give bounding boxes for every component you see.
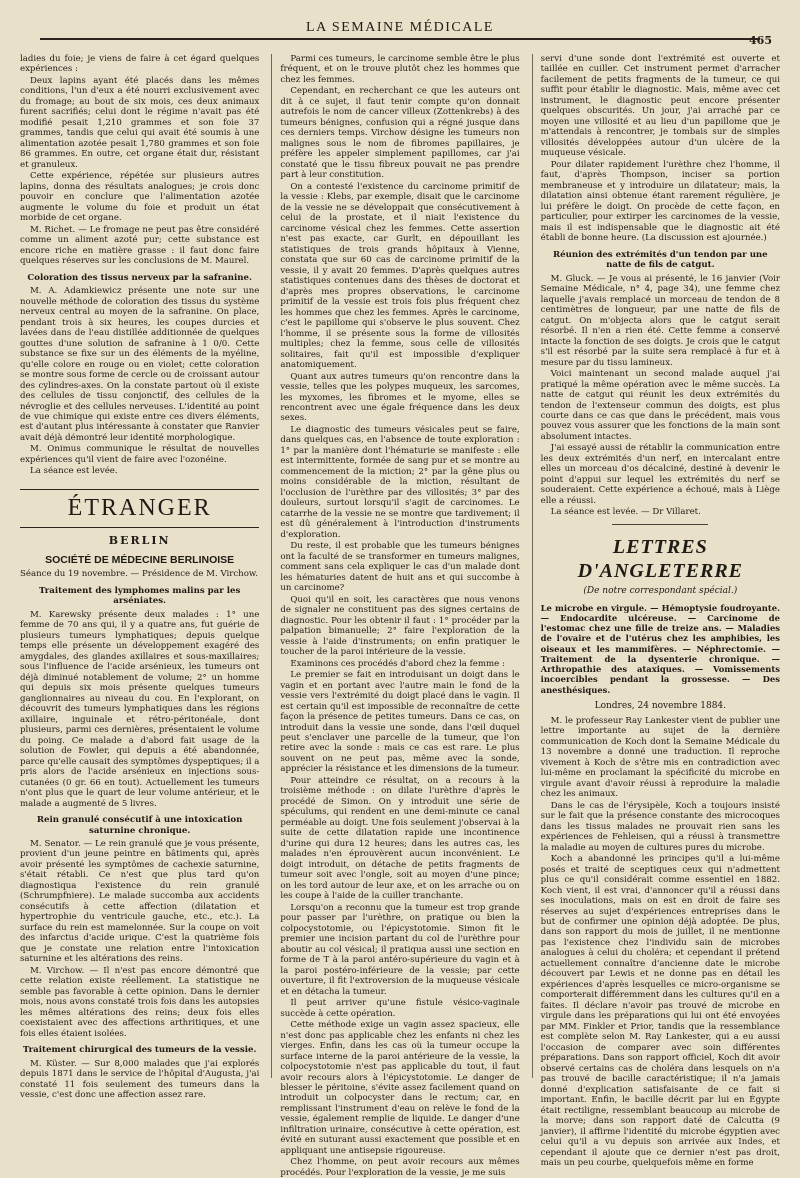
paragraph: ladies du foie; je viens de faire à cet égard quelques expériences : xyxy=(20,54,260,75)
paragraph: Parmi ces tumeurs, le carcinome semble être le plus fréquent, et on le trouve plutôt chez les hommes que chez les femmes. xyxy=(280,54,520,85)
paragraph: M. A. Adamkiewicz présente une note sur une nouvelle méthode de coloration des tissus du système nerveux central au moyen de la safranine. On place, pendant trois à six heures, les coupes durcies et lavées dans de l'eau distillée additionnée de quelques gouttes d'une solution de safranine à 1 0/0. Cette substance se fixe sur un des éléments de la myéline, qu'elle colore en rouge ou en violet; cette coloration se montre sous forme de cercle ou de croissant autour des cylindres-axes. On la constate partout où il existe des cellules de tissu conjonctif, des cellules de la névroglie et des cellules nerveuses. L'identité au point de vue chimique qui existe entre ces divers éléments, est d'autant plus intéressante à constater que Ranvier avait déjà démontré leur identité morphologique. xyxy=(20,286,260,443)
paragraph: Il peut arriver qu'une fistule vésico-vaginale succède à cette opération. xyxy=(280,998,520,1019)
dateline: Londres, 24 novembre 1884. xyxy=(594,700,727,711)
paragraph: Deux lapins ayant été placés dans les mêmes conditions, l'un d'eux a été nourri exclusivement avec du fromage; au bout de six mois, ces deux animaux furent sacrifiés; celui dont le régime n'avait pas été modifié pesait 1,210 grammes et son foie 37 grammes, tandis que celui qui avait été soumis à une alimentation azotée pesait 1,780 grammes et son foie 86 grammes. En outre, cet organe était dur, résistant et granuleux. xyxy=(20,75,260,170)
paragraph: M. Küster. — Sur 8,000 malades que j'ai explorés depuis 1871 dans le service de l'hôpital d'Augusta, j'ai constaté 11 fois seulement des tumeurs dans la vessie, c'est donc une affection assez rare. xyxy=(20,1058,260,1101)
column-3 xyxy=(532,54,780,1169)
paragraph: Le premier se fait en introduisant un doigt dans le vagin et en portant avec l'autre main le fond de la vessie vers l'extrémité du doigt placé dans le vagin. Il est certain qu'il est impossible de reconnaître de cette façon la présence de petites tumeurs. Dans ce cas, on introduit dans la vessie une sonde, dans l'œil duquel peut s'enclaver une parcelle de la tumeur, que l'on retire avec la sonde : mais ce cas est rare. Le plus souvent on ne peut pas, même avec la sonde, apprécier la résistance et les dimensions de la tumeur. xyxy=(280,670,520,775)
paragraph: Pour dilater rapidement l'urèthre chez l'homme, il faut, d'après Thompson, inciser sa portion membraneuse et y introduire un dilatateur; mais, la dilatation ainsi obtenue étant rarement régulière, je lui préfère le doigt. On procède de cette façon, en particulier, pour extirper les carcinomes de la vessie, mais il est indispensable que le diagnostic ait été établi de bonne heure. (La discussion est ajournée.) xyxy=(540,159,780,244)
paragraph: M. le professeur Ray Lankester vient de publier une lettre importante au sujet de la dernière communication de Koch dont la Semaine Médicale du 13 novembre a donné une traduction. Il reproche vivement à Koch de s'être mis en contradiction avec lui-même en proclamant la spécificité du microbe en virgule avant d'avoir réussi à reproduire la maladie chez les animaux. xyxy=(540,715,780,800)
column-1 xyxy=(20,54,260,1101)
paragraph: servi d'une sonde dont l'extrémité est ouverte et taillée en cuiller. Cet instrument permet d'arracher facilement de petits fragments de la tumeur, ce qui suffit pour établir le diagnostic. Mais, même avec cet instrument, le diagnostic peut encore présenter quelques obscurités. Un jour, j'ai arraché par ce moyen une villosité et au lieu d'un papillome que je m'attendais à rencontrer, je tombais sur de simples villosités développées autour d'un ulcère de la muqueuse vésicale. xyxy=(540,54,780,159)
paragraph: La séance est levée. — Dr Villaret. xyxy=(550,507,701,518)
paragraph: Lorsqu'on a reconnu que la tumeur est trop grande pour passer par l'urèthre, on pratique ou bien la colpocystotomie, ou l'épicystotomie. Simon fit le premier une incision partant du col de l'urèthre pour aboutir au col vésical; il pratiqua aussi une section en forme de T à la paroi antéro-supérieure du vagin et à la paroi postéro-inférieure de la vessie; par cette ouverture, il fit l'extroversion de la muqueuse vésicale et en détacha la tumeur. xyxy=(280,902,520,997)
separator-rule xyxy=(612,524,708,525)
correspondent-line: (De notre correspondant spécial.) xyxy=(583,585,738,596)
paragraph: M. Karewsky présente deux malades : 1° une femme de 70 ans qui, il y a quatre ans, fut guérie de plusieurs tumeurs lymphatiques; depuis quelque temps elle présente un développement exagéré des amygdales, des glandes axillaires et sous-maxillaires; sous l'influence de l'acide arsénieux, les tumeurs ont déjà diminué notablement de volume; 2° un homme qui depuis six mois présente quelques tumeurs ganglionnaires au niveau du cou. En l'explorant, on découvrit des tumeurs lymphatiques dans les régions axillaire, inguinale et rétro-péritonéale, dont plusieurs, parmi ces dernières, présentaient le volume du poing. Ce malade a d'abord fait usage de la solution de Fowler, qui depuis a été abandonnée, parce qu'elle causait des symptômes dyspeptiques; il a pris alors de l'acide arsénieux en injections sous-cutanées (0 gr. 66 en tout). Actuellement les tumeurs n'ont plus que le quart de leur volume antérieur, et le malade a augmenté de 5 livres. xyxy=(20,609,260,809)
paragraph: M. Onimus communique le résultat de nouvelles expériences qu'il vient de faire avec l'ozonéine. xyxy=(20,444,260,465)
paragraph: Examinons ces procédés d'abord chez la femme : xyxy=(290,658,505,669)
columns xyxy=(20,54,780,1178)
paragraph: M. Gluck. — Je vous ai présenté, le 16 janvier (Voir Semaine Médicale, n° 4, page 34), une femme chez laquelle j'avais remplacé un morceau de tendon de 8 centimètres de longueur, par une natte de fils de catgut. On m'objecta alors que le catgut serait résorbé. Il n'en a rien été. Cette femme a conservé intacte la fonction de ses doigts. Je crois que le catgut s'il est résorbé par la suite sera remplacé à fur et à mesure par du tissu lamineux. xyxy=(540,273,780,368)
journal-title: LA SEMAINE MÉDICALE xyxy=(306,20,494,35)
paragraph: Voici maintenant un second malade auquel j'ai pratiqué la même opération avec le même succès. La natte de catgut qui réunit les deux extrémités du tendon de l'extenseur commun des doigts, est plus courte dans ce cas que dans le précédent, mais vous pouvez vous assurer que les fonctions de la main sont absolument intactes. xyxy=(540,369,780,442)
paragraph: Cette expérience, répétée sur plusieurs autres lapins, donna des résultats analogues; je crois donc pouvoir en conclure que l'alimentation azotée augmente le volume du foie et produit un état morbide de cet organe. xyxy=(20,171,260,224)
page-number: 465 xyxy=(749,34,772,47)
column-2 xyxy=(271,54,520,1178)
paragraph: La séance est levée. xyxy=(30,466,118,477)
section-heading: Coloration des tissus nerveux par la safranine. xyxy=(27,272,252,283)
paragraph: M. Virchow. — Il n'est pas encore démontré que cette relation existe réellement. La statistique ne semble pas favorable à cette opinion. Dans le dernier mois, nous avons constaté trois fois dans les autopsies les mêmes altérations des reins; deux fois elles coexistaient avec des affections arthritiques, et une fois elles étaient isolées. xyxy=(20,965,260,1039)
society-heading: SOCIÉTÉ DE MÉDECINE BERLINOISE xyxy=(45,553,235,566)
section-heading: Traitement chirurgical des tumeurs de la vessie. xyxy=(22,1045,257,1056)
paragraph: Chez l'homme, on peut avoir recours aux mêmes procédés. Pour l'exploration de la vessie, je me suis xyxy=(280,1157,520,1178)
section-heading: Traitement des lymphomes malins par les arséniates. xyxy=(39,585,241,607)
paragraph: Quant aux autres tumeurs qu'on rencontre dans la vessie, telles que les polypes muqueux, les sarcomes, les myxomes, les fibromes et le myome, elles se rencontrent avec une égale fréquence dans les deux sexes. xyxy=(280,371,520,424)
section-title-lettres: LETTRES D'ANGLETERRE xyxy=(577,535,743,583)
paragraph: Quoi qu'il en soit, les caractères que nous venons de signaler ne constituent pas des signes certains de diagnostic. Pour les obtenir il faut : 1° procéder par la palpation bimanuelle; 2° faire l'exploration de la vessie à l'aide d'instruments; on enfin pratiquer le toucher de la paroi intérieure de la vessie. xyxy=(280,594,520,658)
paragraph: M. Richet. — Le fromage ne peut pas être considéré comme un aliment azoté pur; cette substance est encore riche en matière grasse : il faut donc faire quelques réserves sur les conclusions de M. Maurel. xyxy=(20,224,260,267)
paragraph: Pour atteindre ce résultat, on a recours à la troisième méthode : on dilate l'urèthre d'après le procédé de Simon. On y introduit une série de spéculums, qui rendent en une demi-minute ce canal perméable au doigt. Une fois seulement j'observai à la suite de cette dilatation rapide une incontinence d'urine qui dura 12 heures; dans les autres cas, les malades n'en éprouvèrent aucun inconvénient. Le doigt introduit, on détache de petits fragments de tumeur soit avec l'ongle, soit au moyen d'une pince; on les tord autour de leur axe, et on les arrache ou on les coupe à l'aide de la cuiller tranchante. xyxy=(280,775,520,902)
paragraph: Dans le cas de l'érysipèle, Koch a toujours insisté sur le fait que la présence constante des microcoques dans les tissus malades ne prouvait rien sans les expériences de Fehleisen, qui a réussi à transmettre la maladie au moyen de cultures pures du microbe. xyxy=(540,800,780,853)
summary-block: Le microbe en virgule. — Hémoptysie foudroyante. — Endocardite ulcéreuse. — Carcinome de l'estomac chez une fille de treize ans. — Maladies de l'ovaire et de l'utérus chez les amphibies, les oiseaux et les mammifères. — Néphrectomie. — Traitement de la dysenterie chronique. — Arthropathie des ataxiques. — Vomissements incoercibles pendant la grossesse. — Des anesthésiques. xyxy=(540,602,780,695)
page-header xyxy=(20,0,780,47)
paragraph: Koch a abandonné les principes qu'il a lui-même posés et traité de sceptiques ceux qui n'admettent plus ce qu'il considérait comme essentiel en 1882. Koch vient, il est vrai, d'annoncer qu'il a réussi dans ses inoculations, mais on est en droit de faire ses réserves au sujet d'expériences entreprises dans le but de confirmer une opinion déjà adoptée. De plus, dans son rapport du mois de juillet, il ne mentionne pas l'existence chez l'individu sain de microbes analogues à celui du choléra; et cependant il prétend actuellement connaître d'ancienne date le microbe découvert par Lewis et ne donne pas en détail les expériences d'après lesquelles ce micro-organisme se comporterait différemment dans les cultures qu'il en a faites. Il déclare n'avoir pas trouvé de microbe en virgule dans les préparations qui lui ont été envoyées par MM. Finkler et Prior, tandis que la ressemblance est complète selon M. Ray Lankester, qui a eu aussi l'occasion de comparer avec soin différentes préparations. Dans son rapport officiel, Koch dit avoir observé certains cas de choléra dans lesquels on n'a pas trouvé de bacille caractéristique; il n'a jamais donné d'explication satisfaisante de ce fait si important. Enfin, le bacille décrit par lui en Égypte était rectiligne, ressemblant beaucoup au microbe de la morve; dans son rapport daté de Calcutta (9 janvier), il affirme l'identité du microbe égyptien avec celui qu'il a vu depuis son arrivée aux Indes, et cependant il ajoute que ce dernier n'est pas droit, mais un peu courbe, quelquefois même en forme xyxy=(540,854,780,1169)
section-heading: Rein granulé consécutif à une intoxication saturnine chronique. xyxy=(36,815,243,836)
header-rule xyxy=(40,38,760,40)
paragraph: On a contesté l'existence du carcinome primitif de la vessie : Klebs, par exemple, disait que le carcinome de la vessie ne se développait que consécutivement à celui de la prostate, et il niait l'existence du carcinome vésical chez les femmes. Cette assertion n'est pas exacte, car Gurlt, en dépouillant les statistiques de trois grands hôpitaux à Vienne, constata que sur 60 cas de carcinome primitif de la vessie, il y avait 20 femmes. D'après quelques autres statistiques contenues dans des thèses de doctorat et d'après mes propres observations, le carcinome primitif de la vessie est trois fois plus fréquent chez les hommes que chez les femmes. Après le carcinome, c'est le papillome qui s'observe le plus souvent. Chez l'homme, il se présente sous la forme de villosités multiples; chez la femme, sous celle de villosités solitaires, fait qu'il est impossible d'expliquer anatomiquement. xyxy=(280,181,520,371)
section-title-etranger: ÉTRANGER xyxy=(20,489,259,528)
paragraph: Du reste, il est probable que les tumeurs bénignes ont la faculté de se transformer en tumeurs malignes, comment sans cela expliquer le cas d'un malade dont les hématuries datent de huit ans et qui succombe à un carcinome? xyxy=(280,541,520,594)
paragraph: Cependant, en recherchant ce que les auteurs ont dit à ce sujet, il faut tenir compte qu'on donnait autrefois le nom de cancer villeux (Zottenkrebs) à des tumeurs bénignes, confusion qui a régné jusque dans ces derniers temps. Virchow désigne les tumeurs non malignes sous le nom de fibromes papillaires, je préfère les appeler simplement papillomes, car j'ai constaté que le tissu fibreux pouvait ne pas prendre part à leur constitution. xyxy=(280,86,520,181)
paragraph: J'ai essayé aussi de rétablir la communication entre les deux extrémités d'un nerf, en intercalant entre elles un morceau d'os décalciné, destiné à devenir le point d'appui sur lequel les extrémités du nerf se souderaient. Cette expérience a échoué, mais à Liège elle a réussi. xyxy=(540,443,780,506)
paragraph: M. Senator. — Le rein granulé que je vous présente, provient d'un jeune peintre en bâtiments qui, après avoir présenté les symptômes de cachexie saturnine, s'était rétabli. Ce n'est que plus tard qu'on diagnostiqua l'existence du rein granulé (Schrumpfniere). Le malade succomba aux accidents consécutifs à cette affection (dilatation et hypertrophie du ventricule gauche, etc., etc.). La surface du rein est mamelonnée. Sur la coupe on voit des infarctus d'acide urique. C'est la quatrième fois que je constate une relation entre l'intoxication saturnine et les altérations des reins. xyxy=(20,838,260,965)
section-heading: Réunion des extrémités d'un tendon par une natte de fils de catgut. xyxy=(552,249,768,271)
paragraph: Le diagnostic des tumeurs vésicales peut se faire, dans quelques cas, en l'absence de toute exploration : 1° par la manière dont l'hématurie se manifeste : elle est intermittente, formée de sang pur et se montre au commencement de la miction; 2° par la gêne plus ou moins considérable de la miction, résultant de l'occlusion de l'urèthre par des villosités; 3° par des douleurs, surtout lorsqu'il s'agit de carcinomes. Le catarrhe de la vessie ne se montre que tardivement; il est dû généralement à l'introduction d'instruments d'exploration. xyxy=(280,424,520,540)
session-line: Séance du 19 novembre. — Présidence de M. Virchow. xyxy=(20,569,258,580)
city-heading: BERLIN xyxy=(108,534,171,548)
paragraph: Cette méthode exige un vagin assez spacieux, elle n'est donc pas applicable chez les enfants ni chez les vierges. Enfin, dans les cas où la tumeur occupe la surface interne de la paroi antérieure de la vessie, la colpocystotomie n'est pas applicable du tout, il faut avoir recours alors à l'épicystotomie. Le danger de blesser le péritoine, s'évite assez facilement quand on introduit un colpocyster dans le rectum; car, en remplissant l'instrument d'eau on relève le fond de la vessie, également remplie de liquide. Le danger d'une infiltration urinaire, consécutive à cette opération, est évité en suturant aussi exactement que possible et en appliquant une antisepsie rigoureuse. xyxy=(280,1020,520,1156)
